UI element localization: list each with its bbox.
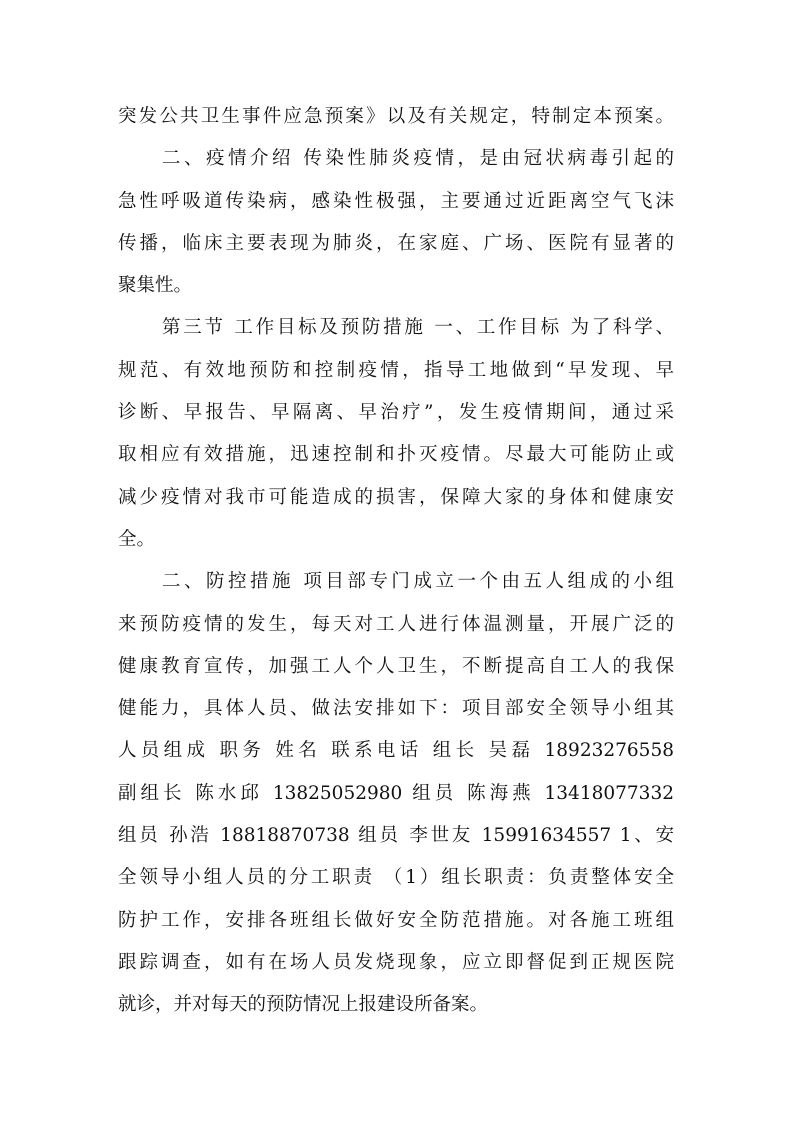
text-line: 防护工作，安排各班组长做好安全防范措施。对各施工班组 (118, 909, 674, 931)
text-line: 急性呼吸道传染病，感染性极强，主要通过近距离空气飞沫 (118, 190, 674, 212)
contact-list-line: 人员组成 职务 姓名 联系电话 组长 吴磊 18923276558 (118, 740, 674, 762)
paragraph-end-line: 就诊，并对每天的预防情况上报建设所备案。 (118, 994, 489, 1016)
paragraph-end-line: 全。 (118, 528, 156, 550)
text-line: 健能力，具体人员、做法安排如下：项目部安全领导小组其 (118, 698, 674, 720)
paragraph-end-line: 聚集性。 (118, 275, 193, 297)
text-line: 跟踪调查，如有在场人员发烧现象，应立即督促到正规医院 (118, 951, 674, 973)
text-line: 突发公共卫生事件应急预案》以及有关规定，特制定本预案。 (118, 106, 674, 127)
text-line: 健康教育宣传，加强工人个人卫生，不断提高自工人的我保 (118, 655, 674, 677)
contact-list-line: 组员 孙浩 18818870738 组员 李世友 15991634557 1、安 (118, 825, 674, 847)
contact-list-line: 副组长 陈水邱 13825052980 组员 陈海燕 13418077332 (118, 782, 674, 804)
document-body (118, 96, 674, 1027)
text-line: 规范、有效地预防和控制疫情，指导工地做到“早发现、早 (118, 359, 674, 381)
text-line: 减少疫情对我市可能造成的损害，保障大家的身体和健康安 (118, 486, 674, 508)
paragraph-start-line: 二、疫情介绍 传染性肺炎疫情，是由冠状病毒引起的 (162, 148, 674, 170)
paragraph-start-line: 二、防控措施 项目部专门成立一个由五人组成的小组 (162, 571, 674, 593)
text-line: 取相应有效措施，迅速控制和扑灭疫情。尽最大可能防止或 (118, 444, 674, 466)
text-line: 全领导小组人员的分工职责 （1）组长职责：负责整体安全 (118, 867, 674, 889)
text-line: 来预防疫情的发生，每天对工人进行体温测量，开展广泛的 (118, 613, 674, 635)
text-line: 传播，临床主要表现为肺炎，在家庭、广场、医院有显著的 (118, 232, 674, 254)
section-heading-line: 第三节 工作目标及预防措施 一、工作目标 为了科学、 (162, 317, 674, 339)
text-line: 诊断、早报告、早隔离、早治疗”，发生疫情期间，通过采 (118, 402, 674, 424)
